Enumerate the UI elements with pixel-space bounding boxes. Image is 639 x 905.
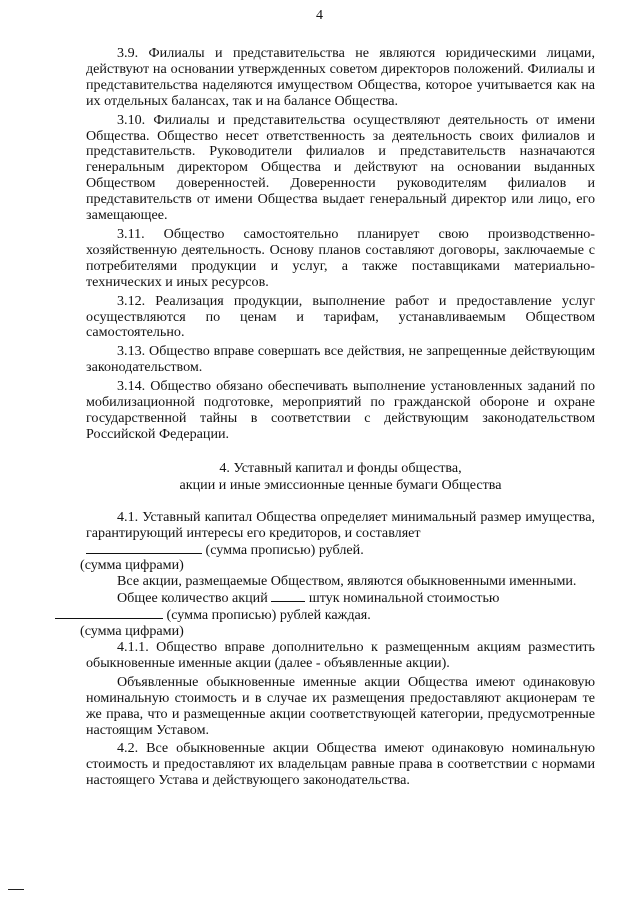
paragraph-shares-common: Все акции, размещаемые Обществом, являются обыкновенными именными.	[117, 573, 577, 590]
document-body	[80, 45, 595, 789]
paragraph-declared-shares: Объявленные обыкновенные именные акции Общества имеют одинаковую номинальную стоимость и в случае их размещения предоставляют акционерам те же права, что и размещенные акции соответствующей категории, предусмотренные настоящим Уставом.	[86, 673, 595, 738]
paragraph-4-1-text: 4.1. Уставный капитал Общества определяет минимальный размер имущества, гарантирующий интересы его кредиторов, и составляет	[86, 508, 595, 541]
nominal-value-blank	[55, 607, 163, 619]
paragraph-4-2: 4.2. Все обыкновенные акции Общества имеют одинаковую номинальную стоимость и предоставляют их владельцам равные права в соответствии с нормами настоящего Устава и действующего законодательства.	[86, 740, 595, 789]
paragraph-total-shares-mid: штук номинальной стоимостью	[305, 590, 500, 607]
paragraph-total-shares-tail: (сумма прописью) рублей каждая.	[163, 607, 371, 624]
paragraph-3-10: 3.10. Филиалы и представительства осуществляют деятельность от имени Общества. Общество несет ответственность за деятельность своих филиалов и представительств. Руководители филиалов и представительств назначаются генеральным директором Общества и действуют на основании выданных Обществом доверенностей. Доверенности руководителям филиалов и представительств от имени Общества выдает генеральный директор или лицо, его замещающее.	[86, 111, 595, 224]
paragraph-3-14: 3.14. Общество обязано обеспечивать выполнение установленных заданий по мобилизационной подготовке, мероприятий по гражданской обороне и охране государственной тайны в соответствии с действующим законодательством Российской Федерации.	[86, 378, 595, 442]
paragraph-total-shares	[86, 590, 595, 624]
shares-count-blank	[271, 590, 305, 602]
paragraph-4-1-1: 4.1.1. Общество вправе дополнительно к размещенным акциям разместить обыкновенные именные акции (далее - объявленные акции).	[86, 639, 595, 671]
amount-digits-note-1: (сумма цифрами)	[80, 557, 184, 574]
amount-digits-note-2: (сумма цифрами)	[80, 623, 184, 640]
paragraph-4-1	[86, 510, 595, 559]
section-4-heading-line-2: акции и иные эмиссионные ценные бумаги Общества	[179, 476, 502, 493]
amount-digits-blank-1	[86, 542, 202, 554]
paragraph-3-13: 3.13. Общество вправе совершать все действия, не запрещенные действующим законодательством.	[86, 343, 595, 376]
footer-line-mark	[8, 889, 24, 890]
paragraph-3-11: 3.11. Общество самостоятельно планирует свою производственно-хозяйственную деятельность. Основу планов составляют договоры, заключаемые с потребителями продукции и услуг, а также поставщиками материально-технических и иных ресурсов.	[86, 225, 595, 290]
paragraph-3-9: 3.9. Филиалы и представительства не являются юридическими лицами, действуют на основании утвержденных советом директоров положений. Филиалы и представительства наделяются имуществом Общества, которое учитывается как на их отдельных балансах, так и на балансе Общества.	[86, 45, 595, 109]
section-4-heading-line-1: 4. Уставный капитал и фонды общества,	[219, 459, 462, 476]
paragraph-total-shares-start: Общее количество акций	[117, 590, 268, 607]
paragraph-3-12: 3.12. Реализация продукции, выполнение работ и предоставление услуг осуществляются по ценам и тарифам, устанавливаемым Обществом самостоятельно.	[86, 292, 595, 341]
page-number: 4	[316, 8, 323, 23]
section-4-heading	[86, 460, 595, 494]
paragraph-4-1-tail: (сумма прописью) рублей.	[202, 541, 364, 558]
